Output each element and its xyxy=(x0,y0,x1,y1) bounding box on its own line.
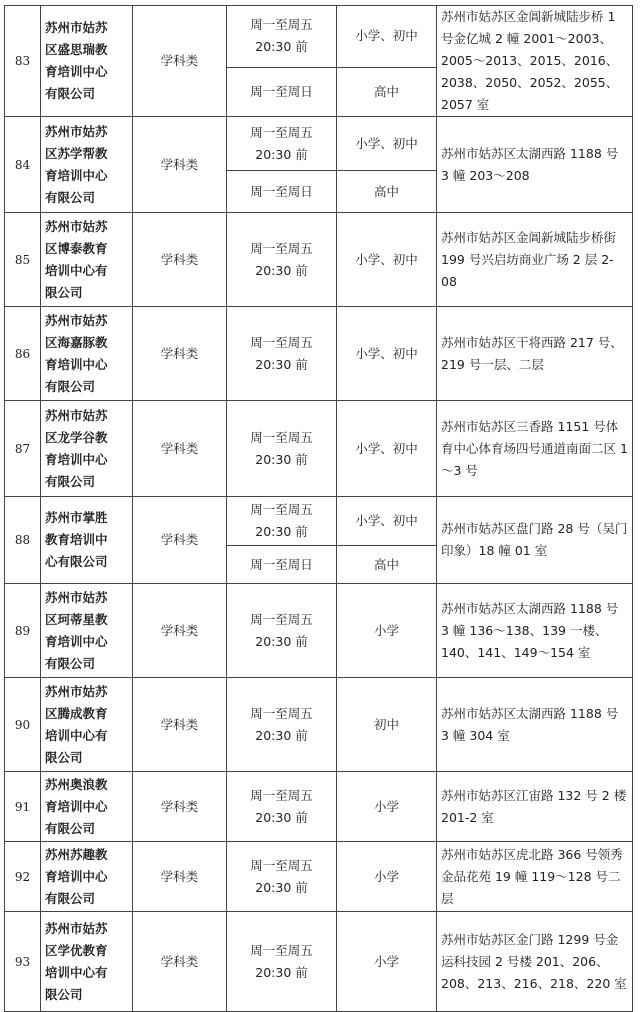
row-number: 93 xyxy=(5,912,41,1012)
organization-name: 苏州市姑苏 区学优教育 培训中心有 限公司 xyxy=(41,912,133,1012)
table-row xyxy=(5,772,633,842)
address: 苏州市姑苏区太湖西路 1188 号 3 幢 136～138、139 一楼、140、141、149～154 室 xyxy=(437,584,633,678)
organization-name: 苏州市掌胜 教育培训中 心有限公司 xyxy=(41,497,133,584)
category: 学科类 xyxy=(133,117,227,213)
address: 苏州市姑苏区金阊新城陆步桥街 199 号兴启坊商业广场 2 层 2-08 xyxy=(437,213,633,307)
school-level: 小学 xyxy=(337,772,437,842)
organization-name: 苏州苏趣教 育培训中心 有限公司 xyxy=(41,842,133,912)
category: 学科类 xyxy=(133,6,227,117)
address: 苏州市姑苏区太湖西路 1188 号 3 幢 203～208 xyxy=(437,117,633,213)
school-level: 初中 xyxy=(337,678,437,772)
schedule-time: 周一至周五 20:30 前 xyxy=(227,497,337,546)
address: 苏州市姑苏区金阊新城陆步桥 1 号金亿城 2 幢 2001～2003、2005～2013、2015、2016、2038、2050、2052、2055、2057 室 xyxy=(437,6,633,117)
table-row xyxy=(5,912,633,1012)
document-page xyxy=(4,5,638,1002)
category: 学科类 xyxy=(133,772,227,842)
row-number: 92 xyxy=(5,842,41,912)
address: 苏州市姑苏区虎北路 366 号领秀金品花苑 19 幢 119～128 号二层 xyxy=(437,842,633,912)
schedule-time: 周一至周五 20:30 前 xyxy=(227,307,337,401)
table-row xyxy=(5,117,633,171)
schedule-time: 周一至周五 20:30 前 xyxy=(227,584,337,678)
schedule-time: 周一至周五 20:30 前 xyxy=(227,912,337,1012)
organization-name: 苏州市姑苏 区博泰教育 培训中心有 限公司 xyxy=(41,213,133,307)
schedule-time: 周一至周五 20:30 前 xyxy=(227,772,337,842)
category: 学科类 xyxy=(133,213,227,307)
address: 苏州市姑苏区金门路 1299 号金运科技园 2 号楼 201、206、208、213、216、218、220 室 xyxy=(437,912,633,1012)
organization-name: 苏州市姑苏 区盛思瑞教 育培训中心 有限公司 xyxy=(41,6,133,117)
school-level: 高中 xyxy=(337,546,437,584)
row-number: 90 xyxy=(5,678,41,772)
schedule-time: 周一至周五 20:30 前 xyxy=(227,401,337,497)
school-level: 高中 xyxy=(337,171,437,213)
organization-name: 苏州市姑苏 区海嘉豚教 育培训中心 有限公司 xyxy=(41,307,133,401)
school-level: 小学 xyxy=(337,584,437,678)
row-number: 83 xyxy=(5,6,41,117)
category: 学科类 xyxy=(133,842,227,912)
schedule-time: 周一至周日 xyxy=(227,67,337,116)
school-level: 小学、初中 xyxy=(337,307,437,401)
table-row xyxy=(5,497,633,546)
address: 苏州市姑苏区干将西路 217 号、219 号一层、二层 xyxy=(437,307,633,401)
row-number: 88 xyxy=(5,497,41,584)
row-number: 87 xyxy=(5,401,41,497)
organization-name: 苏州市姑苏 区龙学谷教 育培训中心 有限公司 xyxy=(41,401,133,497)
schedule-time: 周一至周五 20:30 前 xyxy=(227,117,337,171)
address: 苏州市姑苏区太湖西路 1188 号 3 幢 304 室 xyxy=(437,678,633,772)
organization-name: 苏州市姑苏 区珂蒂星教 育培训中心 有限公司 xyxy=(41,584,133,678)
address: 苏州市姑苏区三香路 1151 号体育中心体育场四号通道南面二区 1～3 号 xyxy=(437,401,633,497)
category: 学科类 xyxy=(133,912,227,1012)
schedule-time: 周一至周日 xyxy=(227,171,337,213)
category: 学科类 xyxy=(133,307,227,401)
school-level: 小学 xyxy=(337,912,437,1012)
table-row xyxy=(5,678,633,772)
schedule-time: 周一至周五 20:30 前 xyxy=(227,213,337,307)
category: 学科类 xyxy=(133,497,227,584)
row-number: 86 xyxy=(5,307,41,401)
school-level: 高中 xyxy=(337,67,437,116)
row-number: 85 xyxy=(5,213,41,307)
schedule-time: 周一至周日 xyxy=(227,546,337,584)
row-number: 89 xyxy=(5,584,41,678)
row-number: 84 xyxy=(5,117,41,213)
table-row xyxy=(5,6,633,68)
school-level: 小学、初中 xyxy=(337,6,437,68)
table-row xyxy=(5,213,633,307)
table-row xyxy=(5,401,633,497)
row-number: 91 xyxy=(5,772,41,842)
category: 学科类 xyxy=(133,401,227,497)
category: 学科类 xyxy=(133,678,227,772)
organization-name: 苏州奥浪教 育培训中心 有限公司 xyxy=(41,772,133,842)
school-level: 小学、初中 xyxy=(337,213,437,307)
address: 苏州市姑苏区江宙路 132 号 2 楼 201-2 室 xyxy=(437,772,633,842)
category: 学科类 xyxy=(133,584,227,678)
institution-table xyxy=(4,5,633,1012)
school-level: 小学、初中 xyxy=(337,497,437,546)
address: 苏州市姑苏区盘门路 28 号（吴门印象）18 幢 01 室 xyxy=(437,497,633,584)
schedule-time: 周一至周五 20:30 前 xyxy=(227,678,337,772)
table-row xyxy=(5,584,633,678)
school-level: 小学 xyxy=(337,842,437,912)
schedule-time: 周一至周五 20:30 前 xyxy=(227,6,337,68)
schedule-time: 周一至周五 20:30 前 xyxy=(227,842,337,912)
organization-name: 苏州市姑苏 区苏学帮教 育培训中心 有限公司 xyxy=(41,117,133,213)
table-row xyxy=(5,307,633,401)
organization-name: 苏州市姑苏 区腾成教育 培训中心有 限公司 xyxy=(41,678,133,772)
school-level: 小学、初中 xyxy=(337,117,437,171)
school-level: 小学、初中 xyxy=(337,401,437,497)
table-row xyxy=(5,842,633,912)
